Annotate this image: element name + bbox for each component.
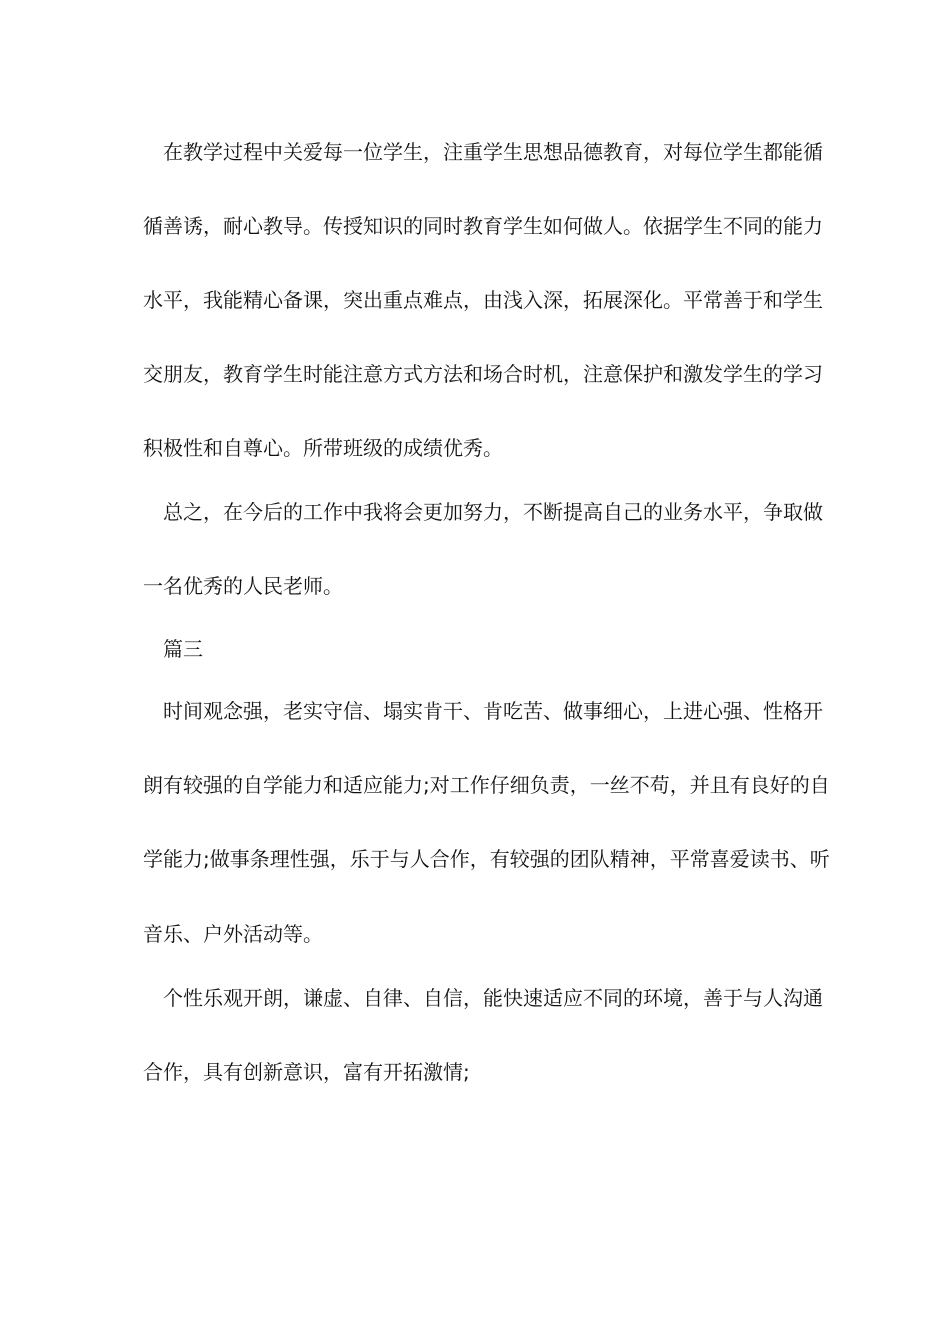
paragraph-3-line-4: 音乐、户外活动等。 [143,922,323,946]
paragraph-3-line-3: 学能力;做事条理性强，乐于与人合作，有较强的团队精神，平常喜爱读书、听 [143,847,830,871]
paragraph-4-line-2: 合作，具有创新意识，富有开拓激情; [143,1060,470,1084]
paragraph-1-line-2: 循善诱，耐心教导。传授知识的同时教育学生如何做人。依据学生不同的能力 [143,214,823,238]
paragraph-2-line-1: 总之，在今后的工作中我将会更加努力，不断提高自己的业务水平，争取做 [163,500,823,524]
paragraph-4-line-1: 个性乐观开朗，谦虚、自律、自信，能快速适应不同的环境，善于与人沟通 [163,986,823,1010]
paragraph-2-line-2: 一名优秀的人民老师。 [143,574,343,598]
paragraph-3-line-2: 朗有较强的自学能力和适应能力;对工作仔细负责，一丝不苟，并且有良好的自 [143,773,830,797]
paragraph-1-line-1: 在教学过程中关爱每一位学生，注重学生思想品德教育，对每位学生都能循 [163,140,823,164]
section-heading: 篇三 [163,637,203,661]
paragraph-1-line-3: 水平，我能精心备课，突出重点难点，由浅入深，拓展深化。平常善于和学生 [143,288,823,312]
paragraph-3-line-1: 时间观念强，老实守信、塌实肯干、肯吃苦、做事细心，上进心强、性格开 [163,699,823,723]
paragraph-1-line-5: 积极性和自尊心。所带班级的成绩优秀。 [143,436,503,460]
paragraph-1-line-4: 交朋友，教育学生时能注意方式方法和场合时机，注意保护和激发学生的学习 [143,362,823,386]
